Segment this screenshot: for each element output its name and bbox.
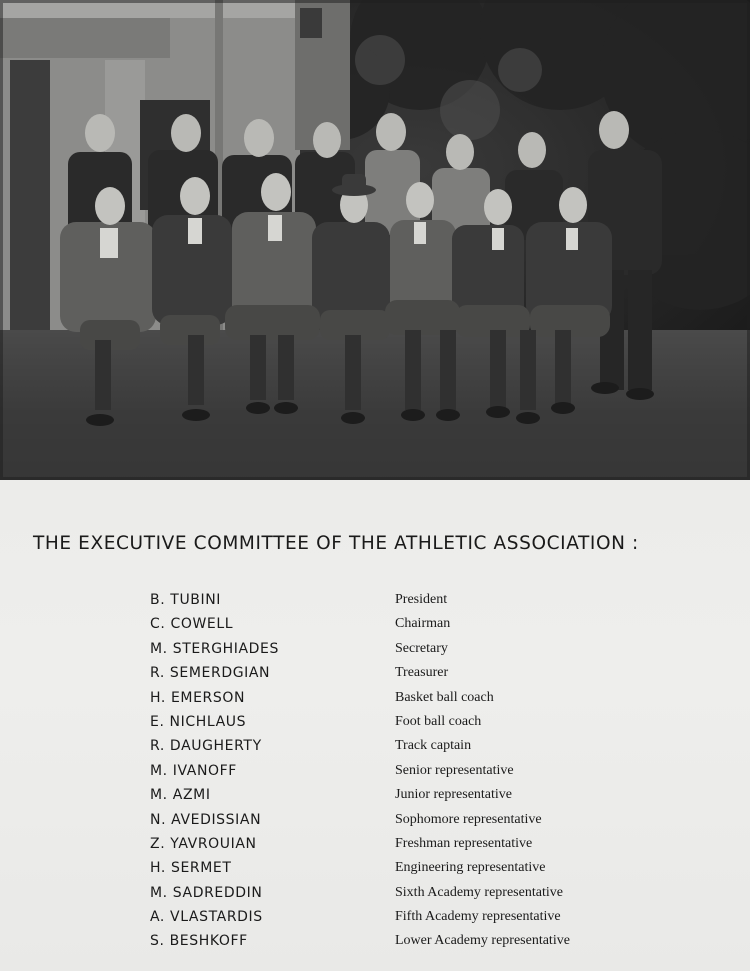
member-role: Treasurer: [395, 665, 449, 681]
member-role: Basket ball coach: [395, 689, 494, 705]
member-name: H. EMERSON: [150, 689, 246, 706]
member-name: M. IVANOFF: [150, 762, 237, 779]
member-name: R. DAUGHERTY: [150, 738, 262, 755]
member-role: Junior representative: [395, 787, 513, 803]
list-item: [150, 909, 630, 933]
member-role: Sixth Academy representative: [395, 884, 563, 900]
member-name: Z. YAVROUIAN: [150, 835, 257, 852]
group-photo: [0, 0, 750, 480]
list-item: [150, 763, 630, 787]
list-item: [150, 592, 630, 616]
list-item: [150, 665, 630, 689]
member-role: Freshman representative: [395, 835, 533, 851]
member-role: Secretary: [395, 640, 448, 656]
list-item: [150, 714, 630, 738]
member-name: H. SERMET: [150, 860, 232, 877]
member-role: Chairman: [395, 616, 451, 632]
list-item: [150, 787, 630, 811]
member-name: R. SEMERDGIAN: [150, 665, 271, 682]
member-name: M. STERGHIADES: [150, 640, 279, 657]
caption-page: [0, 480, 750, 971]
member-role: Foot ball coach: [395, 713, 482, 729]
member-name: M. AZMI: [150, 787, 211, 804]
member-name: M. SADREDDIN: [150, 884, 263, 901]
list-item: [150, 836, 630, 860]
member-name: N. AVEDISSIAN: [150, 811, 262, 828]
committee-roster: [150, 592, 630, 958]
member-role: Lower Academy representative: [395, 933, 570, 949]
member-name: A. VLASTARDIS: [150, 909, 263, 926]
member-role: Track captain: [395, 738, 472, 754]
page-title: THE EXECUTIVE COMMITTEE OF THE ATHLETIC ASSOCIATION :: [33, 533, 639, 554]
member-name: C. COWELL: [150, 616, 234, 633]
member-name: B. TUBINI: [150, 592, 222, 608]
member-role: Sophomore representative: [395, 811, 542, 827]
list-item: [150, 641, 630, 665]
list-item: [150, 885, 630, 909]
member-role: President: [395, 592, 448, 607]
list-item: [150, 738, 630, 762]
member-role: Fifth Academy representative: [395, 909, 561, 925]
list-item: [150, 812, 630, 836]
member-name: S. BESHKOFF: [150, 933, 248, 950]
list-item: [150, 933, 630, 957]
list-item: [150, 616, 630, 640]
list-item: [150, 860, 630, 884]
member-name: E. NICHLAUS: [150, 713, 247, 730]
member-role: Engineering representative: [395, 860, 546, 876]
list-item: [150, 690, 630, 714]
member-role: Senior representative: [395, 762, 514, 778]
